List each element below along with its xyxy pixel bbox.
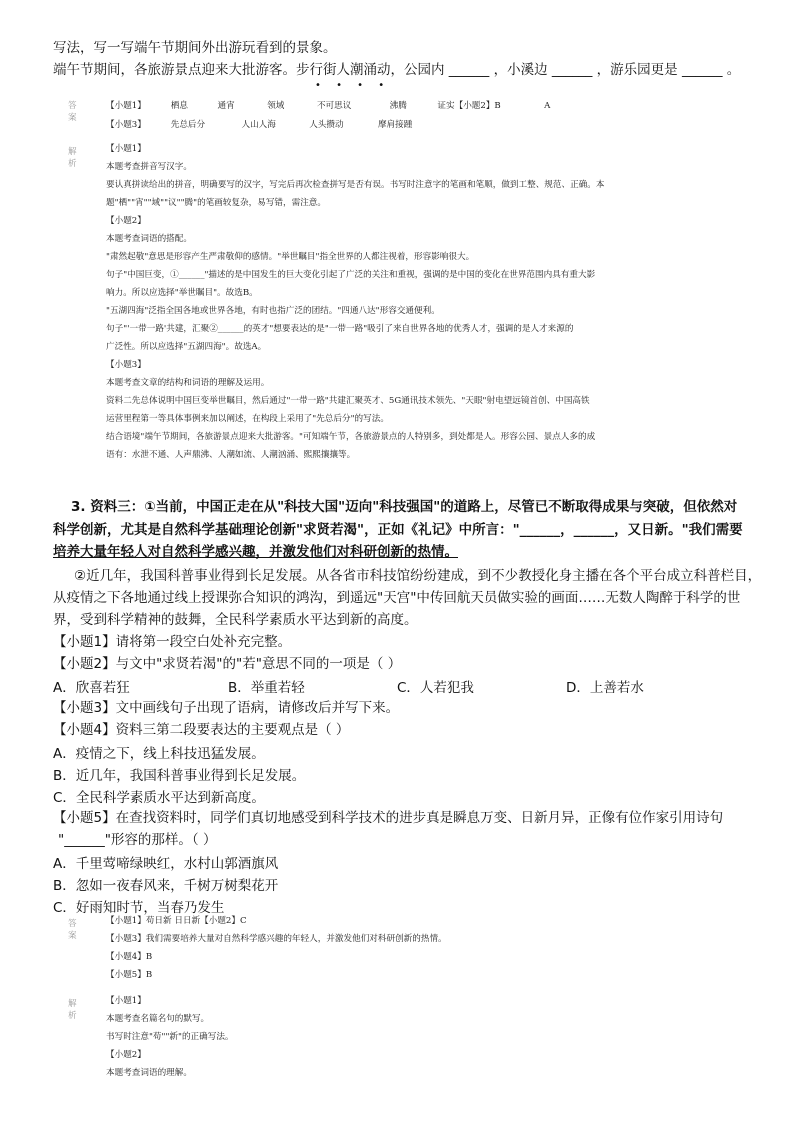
explanation-line: 响力。所以应选择"举世瞩目"。故选B。 [106,288,258,298]
answer-item: 先总后分 [170,120,206,130]
answer-item: 沸腾 [389,101,407,111]
q3-para2-line2: 从疫情之下各地通过线上授课弥合知识的鸿沟，到遥远"天宫"中传回航天员做实验的画面……无数人陶醉于科学的世 [53,590,741,606]
q3-sub4-option-a[interactable]: A．疫情之下，线上科技迅猛发展。 [53,746,265,762]
answer-item: 不可思议 [316,101,352,111]
explanation-line: 要认真拼读给出的拼音，明确要写的汉字，写完后再次检查拼写是否有误。书写时注意字的笔画和笔顺，做到工整、规范、正确。本 [106,180,605,190]
answer-item: 领域 [267,101,285,111]
explanation-line: 本题考查文章的结构和词语的理解及运用。 [106,378,270,388]
explanation-line: "五湖四海"泛指全国各地或世界各地，有时也指广泛的团结。"四通八达"形容交通便利。 [106,306,440,316]
q3-sub2-option-c[interactable]: C．人若犯我 [397,680,474,696]
explanation-line: 【小题3】 [106,360,146,370]
explanation-line: 资料二先总体说明中国巨变举世瞩目，然后通过"一带一路"共建汇聚英才、5G通讯技术领先、"天眼"射电望远镜首创、中国高铁 [106,396,590,406]
q3-sub3: 【小题3】文中画线句子出现了语病，请修改后并写下来。 [53,700,400,716]
q3-sub2-option-b[interactable]: B．举重若轻 [228,680,305,696]
intro-line-2: 端午节期间，各旅游景点迎来大批游客。步行街人潮涌动，公园内 ______ ，小溪边 ______ ，游乐园更是 ______ 。 [53,62,741,78]
answer-line: 【小题1】苟日新 日日新【小题2】C [106,916,247,926]
q3-para1-line2: 科学创新，尤其是自然科学基础理论创新"求贤若渴"，正如《礼记》中所言："______，______，又日新。"我们需要 [53,522,743,538]
answer-line: 【小题4】B [106,952,153,962]
explanation-line: 本题考查名篇名句的默写。 [106,1014,210,1024]
answer-row-2 [106,118,412,130]
q3-sub2-option-a[interactable]: A．欣喜若狂 [53,680,130,696]
explanation-line: 书写时注意"苟""新"的正确写法。 [106,1032,234,1042]
explanation-line: 【小题2】 [106,1050,146,1060]
answer-item: 栖息 [170,101,188,111]
answer-item: 【小题3】 [106,120,146,130]
q3-para2-line1: ②近几年，我国科普事业得到长足发展。从各省市科技馆纷纷建成，到不少教授化身主播在各个平台成立科普栏目， [74,568,762,584]
answer-item: 摩肩接踵 [377,120,413,130]
q3-sub5-option-c[interactable]: C．好雨知时节，当春乃发生 [53,900,225,916]
q3-sub5-line1: 【小题5】在查找资料时，同学们真切地感受到科学技术的进步真是瞬息万变、日新月异，正像有位作家引用诗句 [53,810,724,826]
explanation-line: 【小题1】 [106,144,146,154]
q3-para2-line3: 界，受到科学精神的鼓舞，全民科学素质水平达到新的高度。 [53,612,418,628]
answer-item: 人山人海 [241,120,276,130]
q3-sub2: 【小题2】与文中"求贤若渴"的"若"意思不同的一项是（ ） [53,656,402,672]
explanation-line: 本题考查词语的搭配。 [106,234,192,244]
explanation-line: 广泛性。所以应选择"五湖四海"。故选A。 [106,342,267,352]
explanation-line: 本题考查词语的理解。 [106,1068,192,1078]
answer-item: A [544,101,551,111]
emphasis-dots: • • • • [315,80,391,91]
answer-item: 人头攒动 [309,120,344,130]
explanation-line: 结合语境"端午节期间，各旅游景点迎来大批游客。"可知端午节，各旅游景点的人特别多，到处都是人。形容公园、景点人多的成 [106,432,596,442]
explanation-line: 【小题1】 [106,996,146,1006]
explanation-tag: 解析 [68,999,83,1021]
q3-para1-line3-underlined: 培养大量年轻人对自然科学感兴趣，并激发他们对科研创新的热情。 [53,544,458,560]
explanation-line: 句子"中国巨变，①______"描述的是中国发生的巨大变化引起了广泛的关注和重视，强调的是中国的变化在世界范围内具有重大影 [106,270,596,280]
answer-row-1 [106,99,550,111]
explanation-line: 题"栖""宵""域""议""腾"的笔画较复杂，易写错，需注意。 [106,198,326,208]
answer-item: 通宵 [217,101,235,111]
explanation-line: 【小题2】 [106,216,146,226]
answer-line: 【小题3】我们需要培养大量对自然科学感兴趣的年轻人，并激发他们对科研创新的热情。 [106,934,447,944]
answer-item: 证实【小题2】B [437,101,501,111]
explanation-tag: 解析 [68,147,83,169]
answer-item: 【小题1】 [106,101,146,111]
q3-sub4-option-c[interactable]: C．全民科学素质水平达到新高度。 [53,790,265,806]
q3-sub5-option-a[interactable]: A．千里莺啼绿映红，水村山郭酒旗风 [53,856,279,872]
answer-tag: 答案 [68,101,83,123]
explanation-line: 句子"'一带一路'共建，汇聚②______的英才"想要表达的是"一带一路"吸引了来自世界各地的优秀人才，强调的是人才来源的 [106,324,574,334]
q3-sub5-option-b[interactable]: B．忽如一夜春风来，千树万树梨花开 [53,878,279,894]
q3-sub2-option-d[interactable]: D．上善若水 [566,680,644,696]
intro-line-1: 写法，写一写端午节期间外出游玩看到的景象。 [53,40,337,56]
q3-sub4: 【小题4】资料三第二段要表达的主要观点是（ ） [53,722,350,738]
explanation-line: "肃然起敬"意思是形容产生严肃敬仰的感情。"举世瞩目"指全世界的人都注视着，形容影响很大。 [106,252,475,262]
q3-sub1: 【小题1】请将第一段空白处补充完整。 [53,634,292,650]
answer-tag: 答案 [68,919,83,941]
explanation-line: 本题考查拼音写汉字。 [106,162,192,172]
q3-sub5-line2: "______"形容的那样。（ ） [58,832,217,848]
explanation-line: 运营里程第一等具体事例来加以阐述，在构段上采用了"先总后分"的写法。 [106,414,389,424]
answer-line: 【小题5】B [106,970,153,980]
q3-para1-line1: 3. 资料三：①当前，中国正走在从"科技大国"迈向"科技强国"的道路上，尽管已不断取得成果与突破，但依然对 [71,499,738,515]
q3-sub4-option-b[interactable]: B．近几年，我国科普事业得到长足发展。 [53,768,306,784]
explanation-line: 语有：水泄不通、人声鼎沸、人潮如流、人潮汹涌、熙熙攘攘等。 [106,450,356,460]
